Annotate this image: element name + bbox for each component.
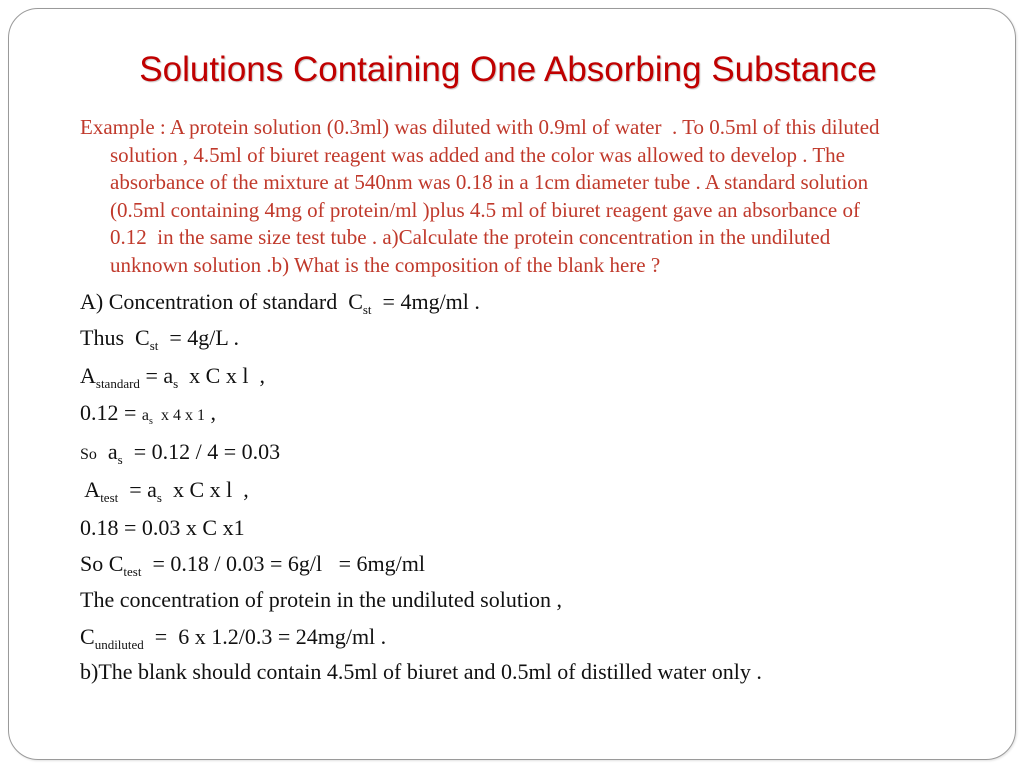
text-segment: = 4g/L . bbox=[158, 325, 240, 350]
text-segment: x C x l , bbox=[178, 363, 265, 388]
example-line: absorbance of the mixture at 540nm was 0.18 in a 1cm diameter tube . A standard solution bbox=[110, 170, 869, 195]
subscript: s bbox=[117, 452, 123, 467]
text-segment: , bbox=[204, 400, 216, 425]
text-segment: A bbox=[80, 363, 96, 388]
text-segment-small: a bbox=[141, 407, 150, 424]
subscript: test bbox=[100, 490, 119, 505]
text-segment: C bbox=[80, 624, 95, 649]
example-paragraph bbox=[80, 114, 1000, 280]
text-segment-small: x 4 x 1 bbox=[152, 407, 205, 424]
text-segment: Thus C bbox=[80, 325, 150, 350]
work-line-undiluted-intro bbox=[80, 585, 562, 615]
text-segment: = 0.12 / 4 = 0.03 bbox=[122, 439, 281, 464]
work-line-so-as bbox=[80, 437, 280, 467]
work-line-concentration-standard bbox=[80, 287, 480, 317]
example-line: unknown solution .b) What is the composition of the blank here ? bbox=[110, 252, 661, 277]
text-segment: = 4mg/ml . bbox=[371, 289, 480, 314]
subscript: st bbox=[362, 302, 372, 317]
subscript: undiluted bbox=[94, 637, 144, 652]
subscript: s bbox=[149, 416, 153, 427]
example-line: solution , 4.5ml of biuret reagent was added and the color was allowed to develop . The bbox=[110, 142, 845, 167]
text-segment: b)The blank should contain 4.5ml of biuret and 0.5ml of distilled water only . bbox=[80, 659, 762, 684]
example-line: (0.5ml containing 4mg of protein/ml )plus 4.5 ml of biuret reagent gave an absorbance of bbox=[110, 197, 860, 222]
text-segment: So C bbox=[80, 551, 124, 576]
text-segment: The concentration of protein in the undiluted solution , bbox=[80, 587, 563, 612]
text-segment: x C x l , bbox=[161, 477, 249, 502]
example-line: 0.12 in the same size test tube . a)Calculate the protein concentration in the undiluted bbox=[110, 225, 831, 250]
subscript: standard bbox=[95, 376, 140, 391]
work-line-so-ctest bbox=[80, 549, 425, 579]
work-line-a-test bbox=[80, 475, 249, 505]
text-segment: A bbox=[80, 477, 101, 502]
text-segment: = a bbox=[118, 477, 157, 502]
subscript: s bbox=[156, 490, 162, 505]
subscript: test bbox=[123, 564, 142, 579]
text-segment: a bbox=[96, 439, 118, 464]
example-line: Example : A protein solution (0.3ml) was diluted with 0.9ml of water . To 0.5ml of this diluted bbox=[80, 115, 880, 139]
work-line-0-18 bbox=[80, 513, 245, 543]
text-segment: = 6 x 1.2/0.3 = 24mg/ml . bbox=[143, 624, 387, 649]
text-segment: A) Concentration of standard C bbox=[80, 289, 363, 314]
text-segment: = 0.18 / 0.03 = 6g/l = 6mg/ml bbox=[141, 551, 425, 576]
work-line-c-undiluted bbox=[80, 622, 386, 652]
slide-title: Solutions Containing One Absorbing Substance bbox=[139, 50, 877, 89]
subscript: st bbox=[149, 338, 159, 353]
text-segment-small: So bbox=[80, 446, 97, 463]
subscript: s bbox=[173, 376, 179, 391]
text-segment: = a bbox=[139, 363, 174, 388]
work-line-blank-composition bbox=[80, 657, 762, 687]
work-line-0-12 bbox=[80, 398, 216, 428]
text-segment: 0.18 = 0.03 x C x1 bbox=[80, 515, 245, 540]
work-line-a-standard bbox=[80, 361, 265, 391]
text-segment: 0.12 = bbox=[80, 400, 142, 425]
work-line-thus-cst bbox=[80, 323, 239, 353]
